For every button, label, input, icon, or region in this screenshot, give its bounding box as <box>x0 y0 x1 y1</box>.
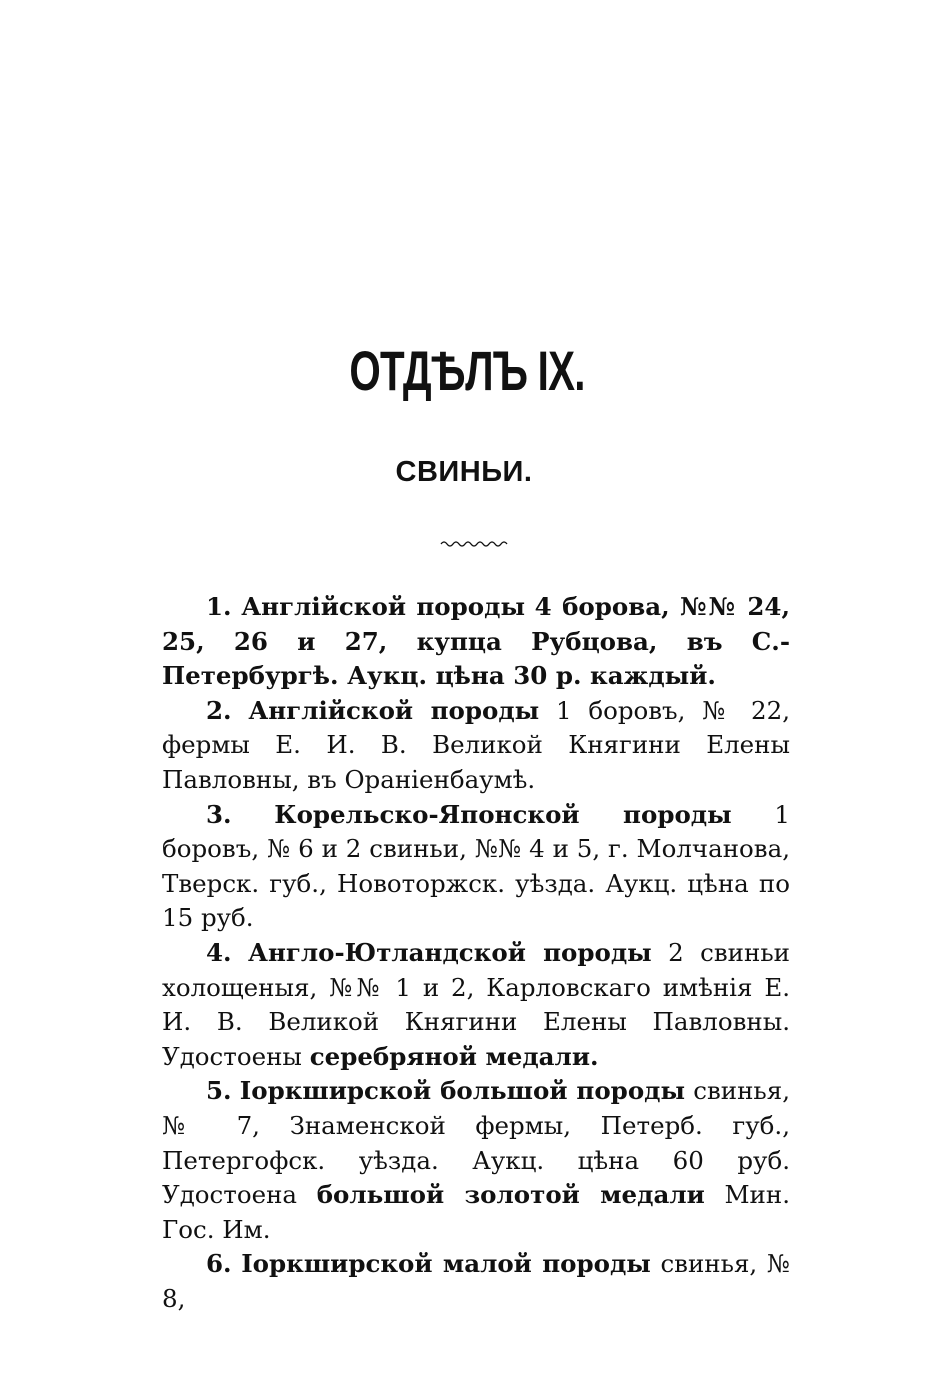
entry-1 <box>162 590 790 694</box>
entry-breed: Англійской породы <box>248 695 540 725</box>
entry-breed: Англійской породы <box>241 592 526 621</box>
entry-text-after: Мин. Гос. Им. <box>162 1180 791 1244</box>
entry-6 <box>162 1247 790 1316</box>
entry-number: 6. <box>206 1249 232 1279</box>
entry-breed: Іоркширской большой породы <box>239 1076 686 1106</box>
entry-text: свинья, № 8, <box>162 1249 790 1313</box>
entry-breed: Корельско-Японской породы <box>274 799 732 829</box>
entry-award: серебряной медали. <box>309 1041 599 1071</box>
entry-text: 4 борова, №№ 24, 25, 26 и 27, купца Рубцова, въ С.-Петербургѣ. Аукц. цѣна 30 р. каждый. <box>162 592 790 691</box>
entry-breed: Англо-Ютландской породы <box>248 937 652 967</box>
entry-number: 2. <box>206 695 232 725</box>
section-title: ОТДѢЛЪ IX. <box>349 339 585 402</box>
section-subtitle: СВИНЬИ. <box>395 456 533 488</box>
entry-4 <box>162 936 790 1074</box>
entry-5 <box>162 1074 790 1247</box>
entry-number: 4. <box>206 937 232 967</box>
entry-award: большой золотой медали <box>316 1180 705 1210</box>
entry-breed: Іоркширской малой породы <box>241 1249 651 1279</box>
entry-text: 1 боровъ, № 22, фермы Е. И. В. Великой Княгини Елены Павловны, въ Ораніенбаумѣ. <box>162 695 790 794</box>
entry-list <box>162 590 790 1316</box>
wavy-divider <box>440 538 508 548</box>
entry-number: 1. <box>206 592 232 621</box>
entry-number: 5. <box>206 1076 232 1106</box>
entry-2 <box>162 694 790 798</box>
entry-3 <box>162 798 790 936</box>
entry-number: 3. <box>206 799 232 829</box>
entry-text: 2 свиньи холощеныя, №№ 1 и 2, Карловскаго имѣнія Е. И. В. Великой Княгини Елены Павловны. Удостоены <box>162 937 790 1071</box>
entry-text: свинья, № 7, Знаменской фермы, Петерб. губ., Петергофск. уѣзда. Аукц. цѣна 60 руб. Удостоена <box>162 1076 790 1210</box>
entry-text: 1 боровъ, № 6 и 2 свиньи, №№ 4 и 5, г. Молчанова, Тверск. губ., Новоторжск. уѣзда. Аукц. цѣна по 15 руб. <box>162 799 790 933</box>
